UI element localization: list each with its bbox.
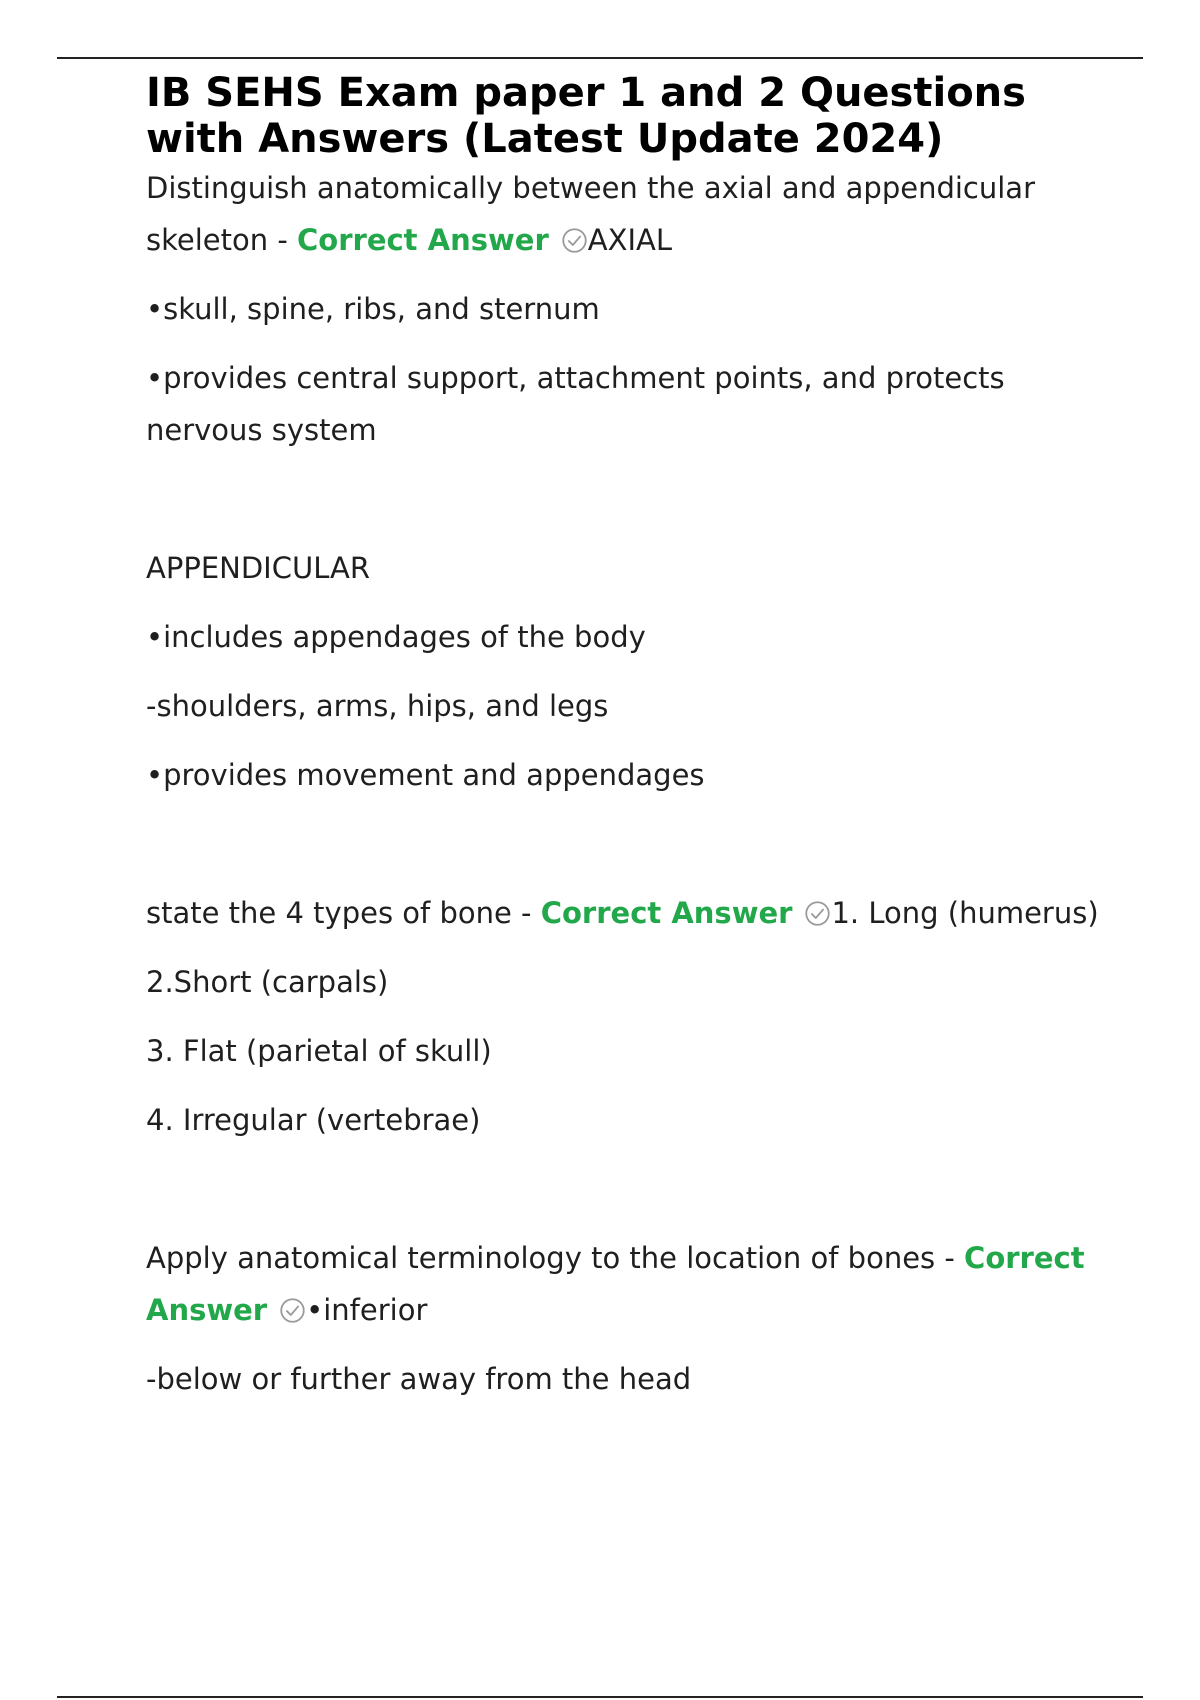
- answer-line: •includes appendages of the body: [146, 620, 646, 654]
- top-rule: [57, 57, 1143, 59]
- question-3-text: Apply anatomical terminology to the location of bones -: [146, 1241, 965, 1275]
- answer-3-text: •inferior: [306, 1293, 428, 1327]
- answer-line: -below or further away from the head: [146, 1362, 692, 1396]
- check-badge-icon: [804, 900, 831, 927]
- answer-line: 2.Short (carpals): [146, 965, 389, 999]
- answer-line: 4. Irregular (vertebrae): [146, 1103, 481, 1137]
- question-2-text: state the 4 types of bone -: [146, 896, 541, 930]
- correct-answer-label: Correct Answer: [297, 223, 549, 257]
- document-title: IB SEHS Exam paper 1 and 2 Questions with Answers (Latest Update 2024): [146, 70, 1026, 162]
- answer-line: •skull, spine, ribs, and sternum: [146, 292, 600, 326]
- bottom-rule: [57, 1696, 1143, 1698]
- answer-line: -shoulders, arms, hips, and legs: [146, 689, 609, 723]
- answer-line: 3. Flat (parietal of skull): [146, 1034, 492, 1068]
- answer-line: APPENDICULAR: [146, 551, 370, 585]
- correct-answer-label: Correct Answer: [540, 896, 793, 930]
- question-1-text: Distinguish anatomically between the axial and appendicular skeleton -: [146, 171, 1036, 257]
- answer-2-text: 1. Long (humerus): [831, 896, 1099, 930]
- question-3: [146, 1232, 1106, 1336]
- question-2: [146, 887, 1106, 939]
- answer-line: •provides central support, attachment points, and protects nervous system: [146, 361, 1005, 447]
- correct-answer-label: Correct Answer: [146, 1241, 1085, 1327]
- document-body: [146, 70, 1106, 1405]
- answer-line: •provides movement and appendages: [146, 758, 705, 792]
- answer-1-text: AXIAL: [587, 223, 673, 257]
- check-badge-icon: [561, 227, 588, 254]
- question-1: [146, 162, 1106, 266]
- check-badge-icon: [279, 1297, 306, 1324]
